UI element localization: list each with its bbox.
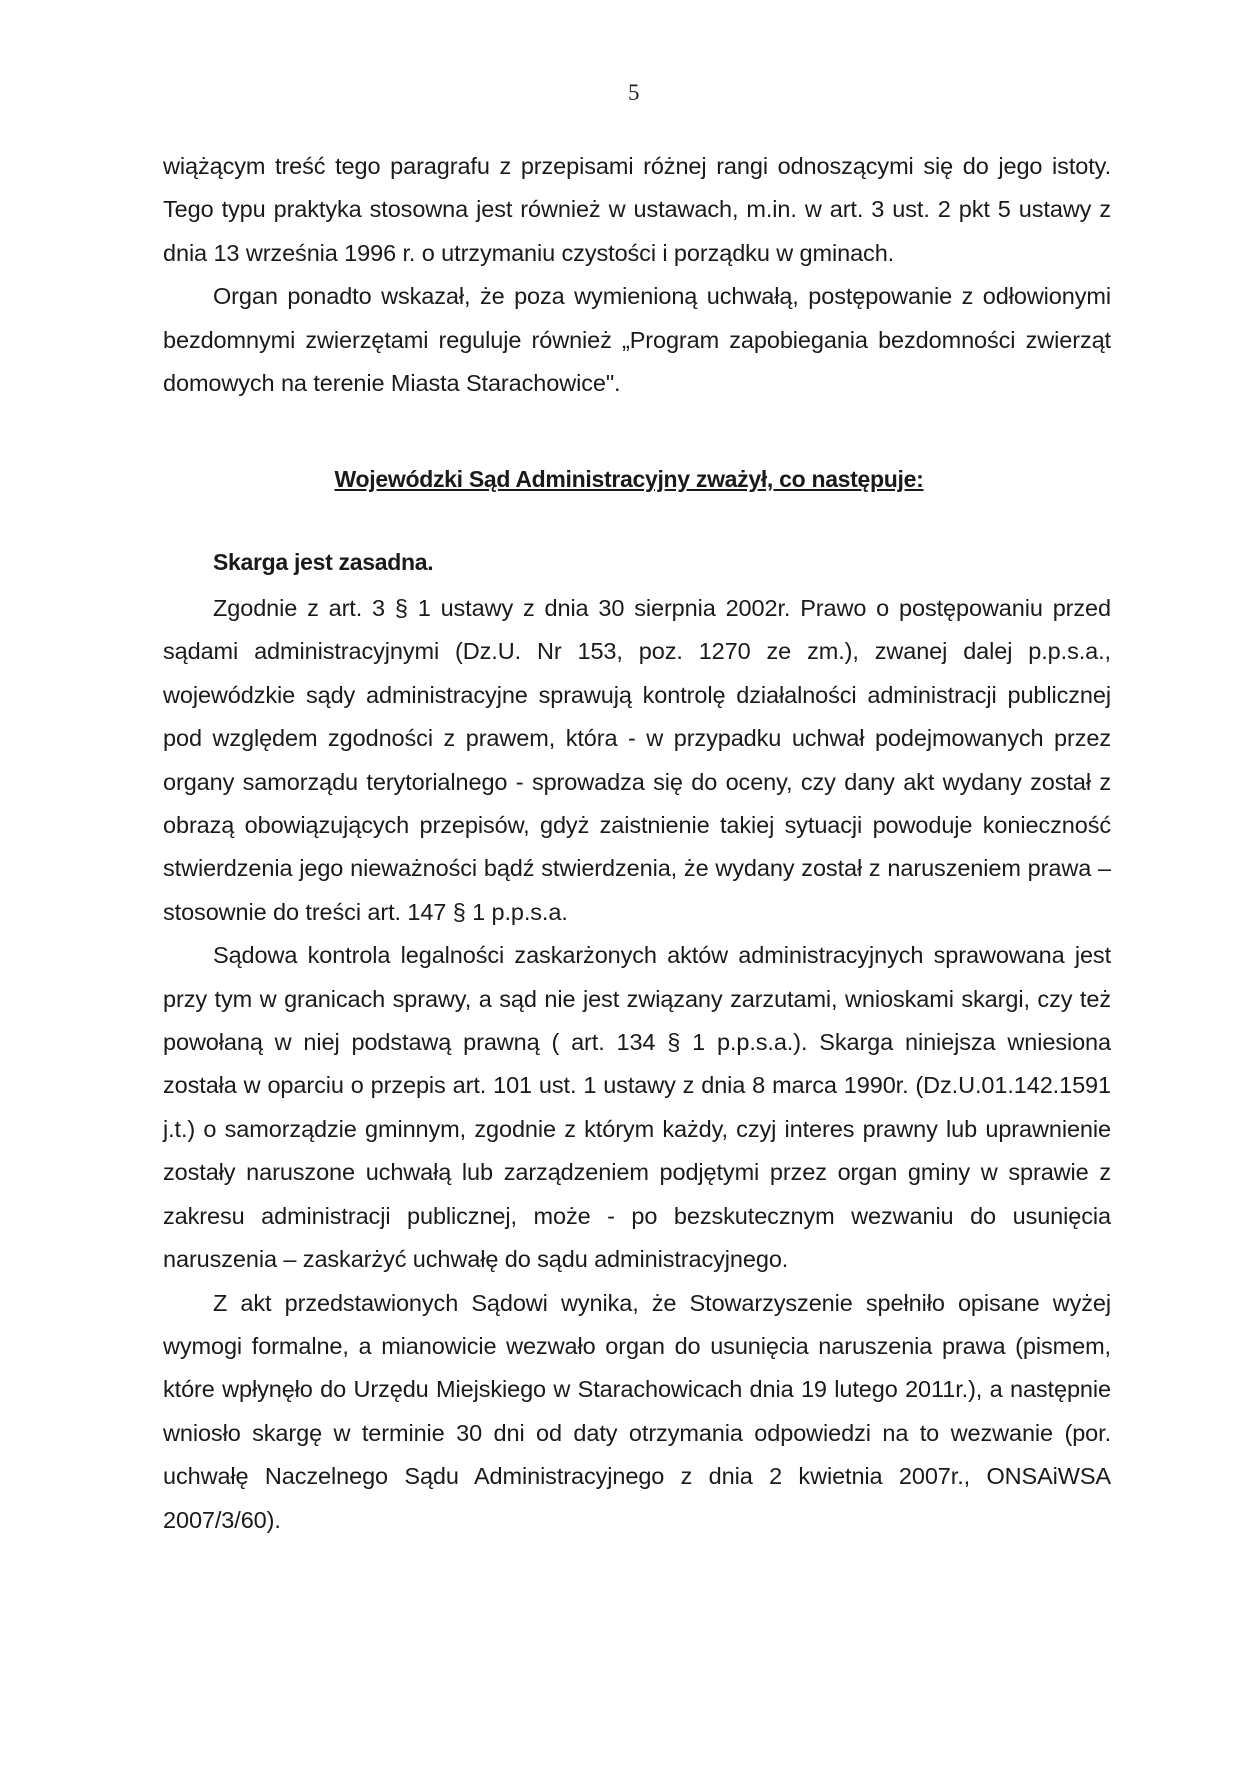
paragraph-legal-basis: Zgodnie z art. 3 § 1 ustawy z dnia 30 sierpnia 2002r. Prawo o postępowaniu przed sądami administracyjnymi (Dz.U. Nr 153, poz. 1270 ze zm.), zwanej dalej p.p.s.a., wojewódzkie sądy administracyjne sprawują kontrolę działalności administracji publicznej pod względem zgodności z prawem, która - w przypadku uchwał podejmowanych przez organy samorządu terytorialnego - sprowadza się do oceny, czy dany akt wydany został z obrazą obowiązujących przepisów, gdyż zaistnienie takiej sytuacji powoduje konieczność stwierdzenia jego nieważności bądź stwierdzenia, że wydany został z naruszeniem prawa – stosownie do treści art. 147 § 1 p.p.s.a.: [163, 595, 1111, 925]
page-number: 5: [628, 80, 640, 105]
paragraph-judicial-review: Sądowa kontrola legalności zaskarżonych aktów administracyjnych sprawowana jest przy tym w granicach sprawy, a sąd nie jest związany zarzutami, wnioskami skargi, czy też powołaną w niej podstawą prawną ( art. 134 § 1 p.p.s.a.). Skarga niniejsza wniesiona została w oparciu o przepis art. 101 ust. 1 ustawy z dnia 8 marca 1990r. (Dz.U.01.142.1591 j.t.) o samorządzie gminnym, zgodnie z którym każdy, czyj interes prawny lub uprawnienie zostały naruszone uchwałą lub zarządzeniem podjętymi przez organ gminy w sprawie z zakresu administracji publicznej, może - po bezskutecznym wezwaniu do usunięcia naruszenia – zaskarżyć uchwałę do sądu administracyjnego.: [163, 942, 1111, 1273]
text-block-main: [163, 587, 1111, 1542]
verdict-statement: Skarga jest zasadna.: [213, 549, 434, 575]
text-block-top: [163, 145, 1111, 405]
section-heading: Wojewódzki Sąd Administracyjny zważył, co następuje:: [334, 466, 924, 492]
paragraph-formal-requirements: Z akt przedstawionych Sądowi wynika, że Stowarzyszenie spełniło opisane wyżej wymogi formalne, a mianowicie wezwało organ do usunięcia naruszenia prawa (pismem, które wpłynęło do Urzędu Miejskiego w Starachowicach dnia 19 lutego 2011r.), a następnie wniosło skargę w terminie 30 dni od daty otrzymania odpowiedzi na to wezwanie (por. uchwałę Naczelnego Sądu Administracyjnego z dnia 2 kwietnia 2007r., ONSAiWSA 2007/3/60).: [163, 1289, 1111, 1533]
paragraph-organ-statement: Organ ponadto wskazał, że poza wymienioną uchwałą, postępowanie z odłowionymi bezdomnymi zwierzętami reguluje również „Program zapobiegania bezdomności zwierząt domowych na terenie Miasta Starachowice".: [163, 283, 1111, 397]
paragraph-continuation: wiążącym treść tego paragrafu z przepisami różnej rangi odnoszącymi się do jego istoty. Tego typu praktyka stosowna jest również w ustawach, m.in. w art. 3 ust. 2 pkt 5 ustawy z dnia 13 września 1996 r. o utrzymaniu czystości i porządku w gminach.: [163, 153, 1111, 266]
